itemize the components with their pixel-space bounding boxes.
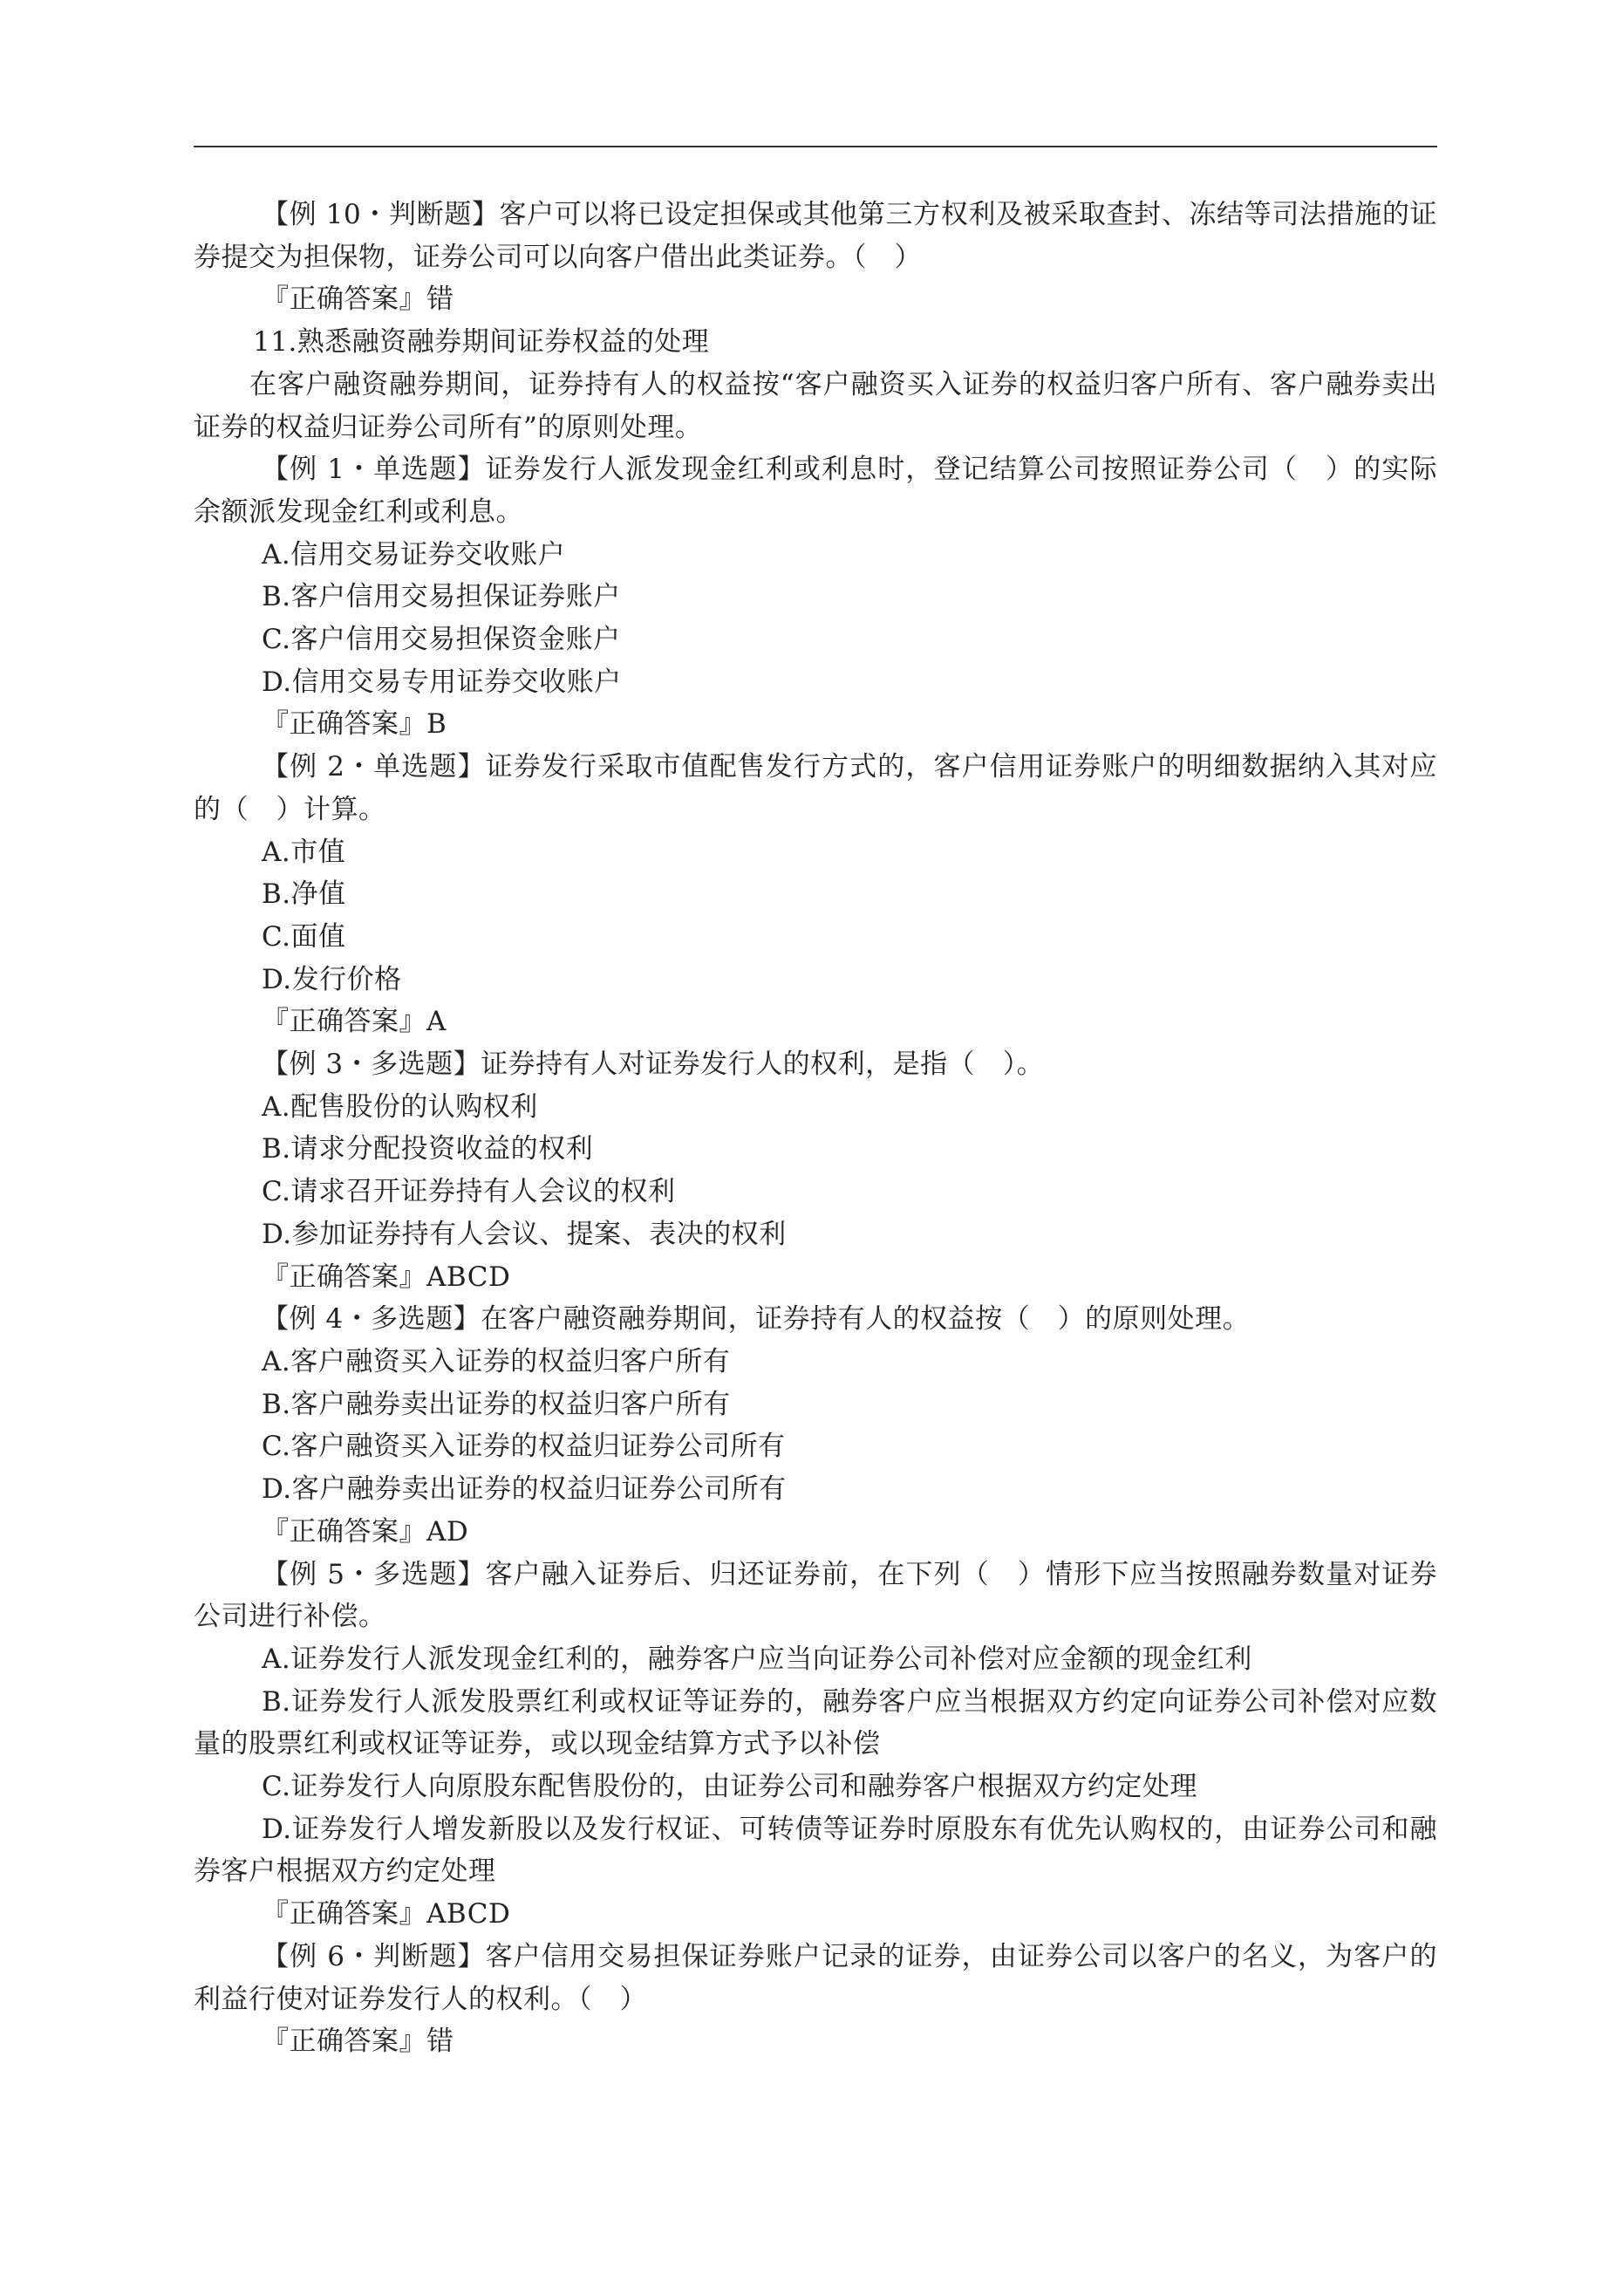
- answer-line: 『正确答案』AD: [262, 1515, 469, 1548]
- answer-line: 『正确答案』B: [262, 708, 447, 741]
- body-paragraph: 在客户融资融券期间，证券持有人的权益按“客户融资买入证券的权益归客户所有、客户融券卖出证券的权益归证券公司所有”的原则处理。: [194, 368, 1437, 443]
- option-line: C.请求召开证券持有人会议的权利: [262, 1176, 676, 1208]
- option-line: D.证券发行人增发新股以及发行权证、可转债等证券时原股东有优先认购权的，由证券公司和融券客户根据双方约定处理: [194, 1813, 1437, 1888]
- option-line: A.证券发行人派发现金红利的，融券客户应当向证券公司补偿对应金额的现金红利: [262, 1643, 1252, 1675]
- option-line: D.参加证券持有人会议、提案、表决的权利: [262, 1218, 787, 1250]
- option-line: A.配售股份的认购权利: [262, 1090, 538, 1123]
- option-line: D.发行价格: [262, 963, 402, 995]
- option-line: C.证券发行人向原股东配售股份的，由证券公司和融券客户根据双方约定处理: [262, 1771, 1197, 1803]
- header-rule: [194, 146, 1437, 147]
- option-line: D.客户融券卖出证券的权益归证券公司所有: [262, 1473, 787, 1506]
- option-line: B.净值: [262, 878, 346, 911]
- question-text: 【例 2・单选题】证券发行采取市值配售发行方式的，客户信用证券账户的明细数据纳入其对应的（ ）计算。: [194, 751, 1437, 825]
- answer-line: 『正确答案』错: [262, 2026, 454, 2058]
- option-line: B.客户融券卖出证券的权益归客户所有: [262, 1388, 731, 1420]
- question-text: 【例 1・单选题】证券发行人派发现金红利或利息时，登记结算公司按照证券公司（ ）的实际余额派发现金红利或利息。: [194, 454, 1437, 528]
- question-text: 【例 6・判断题】客户信用交易担保证券账户记录的证券，由证券公司以客户的名义，为客户的利益行使对证券发行人的权利。（ ）: [194, 1940, 1437, 2015]
- answer-line: 『正确答案』A: [262, 1006, 447, 1038]
- option-line: B.客户信用交易担保证券账户: [262, 581, 621, 613]
- option-line: C.面值: [262, 920, 346, 953]
- option-line: A.市值: [262, 836, 346, 868]
- document-body: [194, 194, 1437, 2063]
- option-line: D.信用交易专用证券交收账户: [262, 666, 622, 698]
- option-line: B.请求分配投资收益的权利: [262, 1133, 594, 1165]
- section-heading: 11.熟悉融资融券期间证券权益的处理: [253, 326, 710, 359]
- question-text: 【例 4・多选题】在客户融资融券期间，证券持有人的权益按（ ）的原则处理。: [262, 1303, 1251, 1336]
- option-line: C.客户信用交易担保资金账户: [262, 624, 621, 656]
- answer-line: 『正确答案』错: [262, 284, 454, 316]
- answer-line: 『正确答案』ABCD: [262, 1261, 511, 1293]
- question-text: 【例 5・多选题】客户融入证券后、归还证券前，在下列（ ）情形下应当按照融券数量对证券公司进行补偿。: [194, 1558, 1437, 1633]
- option-line: A.客户融资买入证券的权益归客户所有: [262, 1345, 731, 1377]
- option-line: B.证券发行人派发股票红利或权证等证券的，融券客户应当根据双方约定向证券公司补偿对应数量的股票红利或权证等证券，或以现金结算方式予以补偿: [194, 1685, 1437, 1760]
- option-line: C.客户融资买入证券的权益归证券公司所有: [262, 1431, 786, 1463]
- option-line: A.信用交易证券交收账户: [262, 538, 566, 571]
- question-text: 【例 3・多选题】证券持有人对证券发行人的权利，是指（ ）。: [262, 1049, 1045, 1081]
- question-text: 【例 10・判断题】客户可以将已设定担保或其他第三方权利及被采取查封、冻结等司法措施的证券提交为担保物，证券公司可以向客户借出此类证券。（ ）: [194, 199, 1437, 273]
- answer-line: 『正确答案』ABCD: [262, 1898, 511, 1930]
